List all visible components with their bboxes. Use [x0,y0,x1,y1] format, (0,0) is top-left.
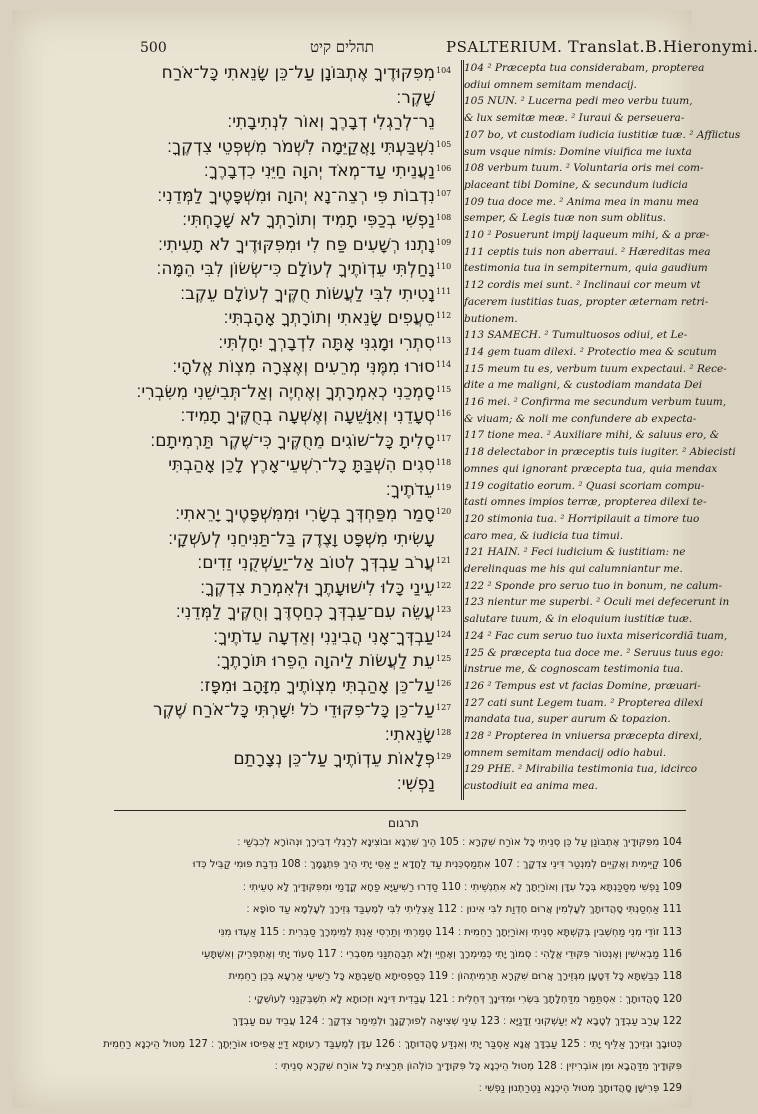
latin-verse-line: butionem. [464,312,518,325]
verse-number: 106 [436,164,452,173]
latin-verse-line: 116 mei. ² Confirma me secundum verbum tuum, [464,396,727,408]
verse-number: 113 [436,335,452,345]
hebrew-verse-line: עַל־כֵּן אָהַבְתִּי מִצְוֺתֶיךָ מִזָּהָב וּמִפָּז׃ [199,675,435,696]
hebrew-verse-line: סְעָדֵנִי וְאִוָּשֵׁעָה וְאֶשְׁעָה בְחֻקֶּיךָ תָמִיד׃ [180,406,435,426]
hebrew-verse-line: עַל־כֵּן כָּל־פִּקּוּדֵי כֹל יִשָּׁרְתִּי כָּל־אֹרַח שֶׁקֶר [152,700,435,720]
hebrew-verse-line: סָלִיתָ כָּל־שׁוֹגִים מֵחֻקֶּיךָ כִּי־שֶׁקֶר תַּרְמִיתָם׃ [150,430,435,451]
hebrew-verse-line: סִתְרִי וּמָגִנִּי אָתָּה לִדְבָרְךָ יִחָלְתִּי׃ [218,332,435,353]
verse-number: 108 [436,213,452,222]
latin-verse-line: 128 ² Propterea in vniuersa præcepta direxi, [464,730,702,742]
hebrew-verse-line: נִדְבוֹת פִּי רְצֵה־נָא יְהוָה וּמִשְׁפָּטֶיךָ לַמְּדֵנִי׃ [157,185,435,206]
targum-line: 118 כְּבַשְׁתָּא כָּל דְּטָעָן מִגְּזֵירָךְ אֲרוּם שִׁקְרָא תַּרְמִיתְהוֹן ׃ 119 כְּסַפְסִיתָא חֲשַׁבְתָּא כָּל רַשִׁיעֵי אַרְעָא בְּכֵן רַחֵמִית [228,971,682,983]
latin-verse-line: & viuam; & noli me confundere ab expecta- [464,412,697,425]
latin-verse-line: testimonia tua in sempiternum, quia gaudium [464,262,708,275]
hebrew-verse-line: נֵר־לְרַגְלִי דְבָרֶךָ וְאוֹר לִנְתִיבָתִי׃ [227,112,435,132]
hebrew-verse-line: נַפְשִׁי׃ [396,773,435,794]
latin-verse-line: & lux semitæ meæ. ² Iuraui & perseuera- [464,112,685,125]
hebrew-verse-line: נָתְנוּ רְשָׁעִים פַּח לִי וּמִפִּקּוּדֶיךָ לֹא תָעִיתִי׃ [157,234,435,255]
latin-verse-line: 123 nientur me superbi. ² Oculi mei defecerunt in [464,596,730,609]
latin-verse-line: facerem iustitias tuas, propter æternam retri- [464,295,709,308]
latin-title-sub: Translat.B.Hieronymi. [567,37,758,56]
latin-verse-line: 124 ² Fac cum seruo tuo iuxta misericordiã tuam, [464,629,728,642]
verse-number: 124 [436,629,452,639]
verse-number: 105 [436,139,452,149]
latin-verse-line: instrue me, & cognoscam testimonia tua. [464,663,684,676]
verse-number: 112 [436,311,452,320]
verse-number: 110 [436,262,452,271]
latin-verse-line: 117 tione mea. ² Auxiliare mihi, & saluus ero, & [464,429,720,442]
hebrew-verse-line: נַעֲנֵיתִי עַד־מְאֹד יְהוָה חַיֵּנִי כִדְבָרֶךָ׃ [203,161,435,181]
targum-line: 116 מַבְאִישִׁין וְאֶנְטוֹר פִּקּוּדֵי אֱלָהִי ׃ סְמוֹךְ יָתִי כְּמֵימְרָךְ וְאֶחֱיֵי וְלָא תְבַהֲתִנַּנִי מִסִּבְרִי ׃ 117 סְעוֹד יָתִי וְאֶתְפְּרֵיק וְאִשְׁתָּעֵי [201,949,682,960]
hebrew-running-title: תהלים קיט [310,38,374,56]
latin-verse-line: 107 bo, vt custodiam iudicia iustitiæ tuæ. ² Afflictus [464,128,741,141]
targum-separator-rule [114,810,686,811]
latin-verse-line: 104 ² Præcepta tua considerabam, propterea [464,62,705,74]
latin-verse-line: odiui omnem semitam mendacij. [464,78,637,91]
hebrew-verse-line: נִשְׁבַּעְתִּי וָאֲקַיֵּמָה לִשְׁמֹר מִשְׁפְּטֵי צִדְקֶךָ׃ [166,136,435,157]
latin-verse-line: derelinquas me his qui calumniantur me. [464,563,683,575]
latin-verse-line: custodiuit ea anima mea. [464,780,598,793]
hebrew-verse-line: נָטִיתִי לִבִּי לַעֲשׂוֹת חֻקֶּיךָ לְעוֹלָם עֵקֶב׃ [180,283,435,304]
hebrew-verse-line: סָמְכֵנִי כְאִמְרָתְךָ וְאֶחְיֶה וְאַל־תְּבִישֵׁנִי מִשִּׂבְרִי׃ [136,381,435,402]
latin-verse-line: 126 ² Tempus est vt facias Domine, præuari- [464,679,701,692]
targum-line: 120 סָהֲדוּתָךְ ׃ אִסְתַּמַּר מִדַּחְלָתָךְ בִּשְׂרִי וּמִדִּינָךְ דְּחֵלִית ׃ 121 עֲבַדִית דִּינָא וּזְכוּתָא לָא תִשְׁבְּקִנַּנִי לְעוֹשְׁקָי ׃ [248,993,682,1005]
verse-number: 109 [436,237,452,247]
verse-number: 121 [436,556,452,565]
verse-number: 126 [436,678,452,688]
latin-verse-line: semper, & Legis tuæ non sum oblitus. [464,212,666,225]
verse-number: 119 [436,482,452,492]
verse-number: 111 [436,286,452,296]
verse-number: 115 [436,384,452,394]
latin-verse-line: 115 meum tu es, verbum tuum expectaui. ² Rece- [464,362,727,375]
column-divider-left [461,60,462,800]
latin-verse-line: 120 stimonia tua. ² Horripilauit a timore tuo [464,512,700,525]
hebrew-verse-line: שָׂנֵאתִי׃ [384,724,435,745]
hebrew-verse-line: סֵעֲפִים שָׂנֵאתִי וְתוֹרָתְךָ אָהָבְתִּי׃ [223,308,435,328]
page-number: 500 [140,40,167,56]
latin-verse-line: sum vsque nimis: Domine viuifica me iuxta [464,145,692,158]
latin-verse-line: tasti omnes impios terræ, propterea dilexi te- [464,496,707,509]
verse-number: 116 [436,409,452,418]
latin-verse-line: 110 ² Posuerunt impij laqueum mihi, & a præ- [464,229,710,241]
book-page [12,10,758,1108]
latin-verse-line: dite a me maligni, & custodiam mandata Dei [464,379,703,392]
verse-number: 122 [436,580,452,590]
targum-line: פִּקּוּדָיךְ מִדַּהֲבָא וּמִן אוֹבְרִיזִין ׃ 128 מְטוּל הֵיכְנָא כָּל פִּקּוּדָיךְ כּוֹלְהוֹן תְּרַצִית כָּל אוֹרַח שִׁקְרָא סְנֵיתִי ׃ [274,1061,682,1072]
hebrew-verse-line: נַפְשִׁי בְכַפִּי תָמִיד וְתוֹרָתְךָ לֹא שָׁכָחְתִּי׃ [182,210,435,230]
hebrew-verse-line: סוּרוּ מִמֶּנִּי מְרֵעִים וְאֶצְּרָה מִצְוֺת אֱלֹהָי׃ [172,357,435,377]
latin-verse-line: placeant tibi Domine, & secundum iudicia [464,178,688,191]
hebrew-verse-line: עֲרֹב עַבְדְּךָ לְטוֹב אַל־יַעַשְׁקֻנִי זֵדִים׃ [197,553,435,573]
latin-verse-line: 114 gem tuam dilexi. ² Protectio mea & scutum [464,345,717,358]
hebrew-verse-line: מִפִּקּוּדֶיךָ אֶתְבּוֹנָן עַל־כֵּן שָׂנֵאתִי כָּל־אֹרַח [161,63,435,83]
hebrew-verse-line: עָשִׂיתִי מִשְׁפָּט וָצֶדֶק בַּל־תַּנִּיחֵנִי לְעֹשְׁקָי׃ [168,528,435,549]
hebrew-verse-line: עַבְדְּךָ־אָנִי הֲבִינֵנִי וְאֵדְעָה עֵדֹתֶיךָ׃ [213,626,435,647]
hebrew-verse-line: עֲשֵׂה עִם־עַבְדְּךָ כְחַסְדֶּךָ וְחֻקֶּיךָ לַמְּדֵנִי׃ [175,602,435,622]
targum-heading: תרגום [388,816,419,830]
latin-verse-line: 127 cati sunt Legem tuam. ² Propterea dilexi [464,696,704,709]
targum-line: 122 עֲרַב עַבְדָּךְ לְטָבָא לָא יְעַשְׁקוּנִי זֵדָנַיָּא ׃ 123 עֵינַי שְׁצִיאָה לְפוּרְקָנָךְ וּלְמֵימַר צִדְקָךְ ׃ 124 עֲבֵיד עִם עַבְדָּךְ [232,1016,682,1028]
latin-verse-line: 118 delectabor in præceptis tuis iugiter. ² Abiecisti [464,446,736,459]
verse-number: 114 [436,360,452,369]
hebrew-verse-line: שָׁקֶר׃ [396,87,435,108]
latin-verse-line: 129 PHE. ² Mirabilia testimonia tua, idcirco [464,763,698,776]
latin-verse-line: 125 & præcepta tua doce me. ² Seruus tuus ego: [464,646,724,659]
verse-number: 129 [436,752,452,761]
latin-verse-line: 113 SAMECH. ² Tumultuosos odiui, et Le- [464,329,688,342]
targum-line: 106 קַיֵּימִית וְאֶקְיֵים לְמִנְטַר דִּינֵי צִדְקָךְ ׃ 107 אִתְמַסְכְּנִית עַד לַחֲדָא יְיָ אַסֵּי יָתִי הֵיךְ פִּתְגָּמָךְ ׃ 108 נִדְבַת פּוּמִי קַבֵּיל כְּדוּ [192,859,682,871]
hebrew-verse-line: עֵינַי כָּלוּ לִישׁוּעָתֶךָ וּלְאִמְרַת צִדְקֶךָ׃ [200,577,435,598]
hebrew-verse-line: סָמַר מִפַּחְדְּךָ בְשָׂרִי וּמִמִּשְׁפָּטֶיךָ יָרֵאתִי׃ [175,504,435,524]
verse-number: 128 [436,727,452,737]
targum-line: 109 נַפְשִׁי מְסַכַּנְתָּא בְּכָל עִדָּן וְאוֹרַיְתָךְ לָא אִתְנְשֵׁיתִי ׃ 110 סַדְרוּ רַשִׁיעַיָּא פַחָא קֳדָמַי וּמִפִּקּוּדָיךְ לָא טְעֵיתִי ׃ [242,881,682,893]
verse-number: 104 [436,66,452,75]
latin-verse-line: 119 cogitatio eorum. ² Quasi scoriam compu- [464,479,705,492]
latin-running-title [446,37,758,56]
targum-line: 113 זוֹדֵי מְנֵי מַחְשְׁבִין בְּקִשְׁתָּא סְנֵיתִי וְאוֹרַיְתָךְ רַחֵמִית ׃ 114 טְמַרְתִּי וְתַרְסִי אַנְתְּ לְמֵימְרָךְ סַבְּרִית ׃ 115 אַעְדוּ מִנִּי [218,926,682,938]
latin-verse-line: 122 ² Sponde pro seruo tuo in bonum, ne calum- [464,579,723,592]
latin-verse-line: 105 NUN. ² Lucerna pedi meo verbu tuum, [464,95,693,108]
page-header [12,32,758,62]
latin-verse-line: salutare tuum, & in eloquium iustitiæ tuæ. [464,613,693,626]
latin-verse-line: omnes qui ignorant præcepta tua, quia mendax [464,462,718,475]
verse-number: 120 [436,507,452,516]
latin-verse-line: mandata tua, super aurum & topazion. [464,713,671,726]
verse-number: 107 [436,188,452,198]
verse-number: 127 [436,703,452,712]
latin-title-main: PSALTERIUM. [446,38,563,56]
targum-line: 111 אַחְסַנְתִּי סָהֲדוּתָךְ לְעָלְמִין אֲרוּם חֶדְוַת לִבִּי אִינוּן ׃ 112 אַצְלֵיתִי לִבִּי לְמֶעְבַּד גְּזֵירָךְ לְעָלְמָא עַד סוֹפָא ׃ [246,904,682,916]
hebrew-verse-line: עֵת לַעֲשׂוֹת לַיהוָה הֵפֵרוּ תּוֹרָתֶךָ׃ [216,651,435,671]
hebrew-verse-line: עֵדֹתֶיךָ׃ [385,479,435,500]
targum-line: כְּטוּבָךְ וּגְזֵירָךְ אַלֵּיף יָתִי ׃ 125 עַבְדָּךְ אֲנָא אַסְבַּר יָתִי וְאִנְדַּע סָהֲדוּתָךְ ׃ 126 עִדָּן לְמֶעְבַּד רְעוּתָא דַיְיָ אֲפִיסוּ אוֹרַיְתָךְ ׃ 127 מְטוּל הֵיכְנָא רַחֵמִית [103,1038,682,1050]
latin-verse-line: 112 cordis mei sunt. ² Inclinaui cor meum vt [464,279,701,292]
hebrew-verse-line: נָחַלְתִּי עֵדְוֺתֶיךָ לְעוֹלָם כִּי־שְׂשׂוֹן לִבִּי הֵמָּה׃ [156,259,435,279]
targum-line: 129 פְּרִישָׁן סָהֲדוּתָךְ מְטוּל הֵיכְנָא נַטְרַתְנוּן נַפְשִׁי ׃ [478,1083,682,1095]
verse-number: 123 [436,605,452,614]
verse-number: 118 [436,458,452,467]
latin-verse-line: 108 verbum tuum. ² Voluntaria oris mei com- [464,162,704,175]
hebrew-verse-line: סִגִים הִשְׁבַּתָּ כָל־רִשְׁעֵי־אָרֶץ לָכֵן אָהַבְתִּי [168,455,435,475]
hebrew-verse-line: פְּלָאוֹת עֵדְוֺתֶיךָ עַל־כֵּן נְצָרָתַם [233,749,435,769]
latin-verse-line: 109 tua doce me. ² Anima mea in manu mea [464,195,699,208]
verse-number: 125 [436,654,452,663]
latin-verse-line: omnem semitam mendacij odio habui. [464,746,667,759]
targum-line: 104 מִפִּקּוּדָיךְ אֶתְבּוֹנַן עַל כֵּן סְנֵיתִי כָּל אוֹרַח שִׁקְרָא ׃ 105 הֵיךְ שִׁרְגָא וּבוֹצִינָא לְרַגְלִי דְבִירָךְ וּנְהוֹרָא לְכִבְשַׁי ׃ [237,837,682,848]
latin-verse-line: caro mea, & iudicia tua timui. [464,529,624,542]
latin-verse-line: 111 ceptis tuis non aberraui. ² Hæreditas mea [464,245,711,258]
latin-verse-line: 121 HAIN. ² Feci iudicium & iustitiam: ne [464,546,686,559]
verse-number: 117 [436,433,452,443]
